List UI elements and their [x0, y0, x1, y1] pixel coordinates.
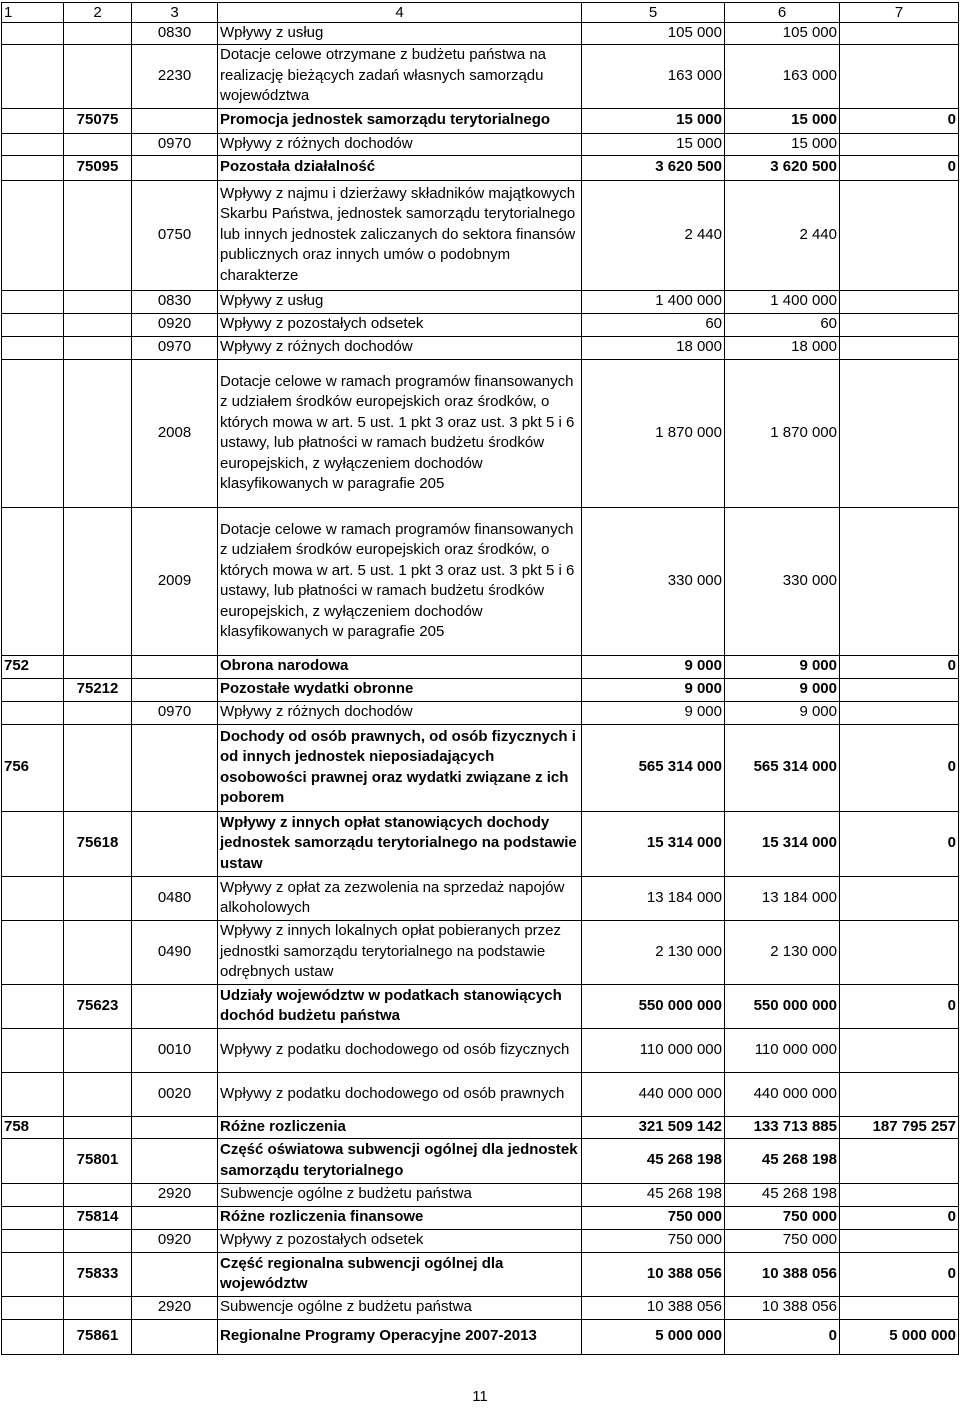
cell-rozdzial [64, 313, 132, 336]
cell-nazwa: Wpływy z podatku dochodowego od osób fizycznych [218, 1028, 582, 1072]
cell-kwota-5: 330 000 [582, 507, 725, 655]
cell-kwota-5: 750 000 [582, 1206, 725, 1229]
cell-kwota-6: 330 000 [725, 507, 840, 655]
cell-nazwa: Wpływy z pozostałych odsetek [218, 1229, 582, 1252]
cell-paragraf [132, 1319, 218, 1354]
cell-rozdzial: 75833 [64, 1252, 132, 1296]
cell-kwota-6: 45 268 198 [725, 1183, 840, 1206]
cell-nazwa: Dotacje celowe w ramach programów finansowanych z udziałem środków europejskich oraz środków, o których mowa w art. 5 ust. 1 pkt 3 oraz ust. 3 pkt 5 i 6 ustawy, lub płatności w ramach budżetu środków europejskich, z wyłączeniem dochodów klasyfikowanych w paragrafie 205 [218, 507, 582, 655]
cell-kwota-7 [840, 23, 959, 45]
cell-kwota-6: 0 [725, 1319, 840, 1354]
table-row [2, 290, 959, 313]
cell-paragraf: 0970 [132, 336, 218, 359]
cell-rozdzial [64, 724, 132, 811]
cell-kwota-6: 3 620 500 [725, 155, 840, 180]
cell-rozdzial [64, 1183, 132, 1206]
cell-dzial [2, 155, 64, 180]
cell-dzial [2, 23, 64, 45]
cell-kwota-7 [840, 313, 959, 336]
cell-rozdzial: 75801 [64, 1138, 132, 1183]
cell-kwota-7: 5 000 000 [840, 1319, 959, 1354]
cell-kwota-5: 15 000 [582, 133, 725, 155]
cell-kwota-7 [840, 1229, 959, 1252]
cell-rozdzial: 75095 [64, 155, 132, 180]
cell-kwota-6: 133 713 885 [725, 1116, 840, 1138]
cell-kwota-6: 10 388 056 [725, 1252, 840, 1296]
cell-kwota-5: 9 000 [582, 655, 725, 678]
table-row [2, 23, 959, 45]
cell-kwota-6: 9 000 [725, 655, 840, 678]
cell-dzial [2, 1183, 64, 1206]
cell-kwota-6: 550 000 000 [725, 984, 840, 1028]
cell-kwota-7 [840, 290, 959, 313]
table-row [2, 359, 959, 507]
table-row [2, 44, 959, 108]
cell-paragraf: 0490 [132, 920, 218, 984]
cell-nazwa: Różne rozliczenia finansowe [218, 1206, 582, 1229]
table-row [2, 1296, 959, 1319]
cell-rozdzial [64, 1229, 132, 1252]
cell-paragraf: 0010 [132, 1028, 218, 1072]
cell-dzial [2, 359, 64, 507]
cell-kwota-5: 3 620 500 [582, 155, 725, 180]
cell-kwota-5: 45 268 198 [582, 1183, 725, 1206]
cell-kwota-6: 750 000 [725, 1206, 840, 1229]
cell-kwota-6: 163 000 [725, 44, 840, 108]
cell-kwota-7 [840, 336, 959, 359]
cell-kwota-5: 60 [582, 313, 725, 336]
table-row [2, 1028, 959, 1072]
cell-dzial [2, 701, 64, 724]
cell-nazwa: Wpływy z opłat za zezwolenia na sprzedaż napojów alkoholowych [218, 876, 582, 920]
cell-kwota-7 [840, 44, 959, 108]
cell-dzial [2, 1319, 64, 1354]
cell-nazwa: Dotacje celowe w ramach programów finansowanych z udziałem środków europejskich oraz środków, o których mowa w art. 5 ust. 1 pkt 3 oraz ust. 3 pkt 5 i 6 ustawy, lub płatności w ramach budżetu środków europejskich, z wyłączeniem dochodów klasyfikowanych w paragrafie 205 [218, 359, 582, 507]
table-row [2, 701, 959, 724]
cell-kwota-6: 110 000 000 [725, 1028, 840, 1072]
cell-kwota-5: 18 000 [582, 336, 725, 359]
cell-kwota-7: 0 [840, 155, 959, 180]
cell-nazwa: Różne rozliczenia [218, 1116, 582, 1138]
cell-kwota-5: 15 000 [582, 108, 725, 133]
cell-kwota-7: 0 [840, 811, 959, 876]
cell-kwota-5: 1 400 000 [582, 290, 725, 313]
table-row [2, 1206, 959, 1229]
cell-rozdzial: 75861 [64, 1319, 132, 1354]
cell-paragraf: 0830 [132, 290, 218, 313]
cell-dzial: 758 [2, 1116, 64, 1138]
cell-kwota-5: 13 184 000 [582, 876, 725, 920]
cell-dzial [2, 678, 64, 701]
cell-rozdzial [64, 1116, 132, 1138]
cell-kwota-7: 0 [840, 984, 959, 1028]
cell-nazwa: Wpływy z podatku dochodowego od osób prawnych [218, 1072, 582, 1116]
cell-paragraf [132, 1252, 218, 1296]
table-row [2, 133, 959, 155]
cell-dzial [2, 811, 64, 876]
cell-kwota-5: 2 440 [582, 180, 725, 290]
cell-kwota-5: 9 000 [582, 678, 725, 701]
cell-kwota-6: 1 870 000 [725, 359, 840, 507]
cell-kwota-7 [840, 701, 959, 724]
cell-kwota-7 [840, 507, 959, 655]
cell-kwota-5: 9 000 [582, 701, 725, 724]
cell-paragraf [132, 155, 218, 180]
cell-kwota-6: 45 268 198 [725, 1138, 840, 1183]
table-row [2, 336, 959, 359]
page-number: 11 [472, 1388, 488, 1405]
cell-rozdzial: 75075 [64, 108, 132, 133]
cell-nazwa: Obrona narodowa [218, 655, 582, 678]
cell-kwota-7 [840, 678, 959, 701]
cell-nazwa: Wpływy z różnych dochodów [218, 336, 582, 359]
cell-rozdzial [64, 1072, 132, 1116]
column-number-1: 1 [2, 3, 64, 23]
cell-dzial [2, 876, 64, 920]
cell-nazwa: Wpływy z innych lokalnych opłat pobieranych przez jednostki samorządu terytorialnego na podstawie odrębnych ustaw [218, 920, 582, 984]
table-row [2, 155, 959, 180]
cell-kwota-5: 5 000 000 [582, 1319, 725, 1354]
cell-paragraf: 2009 [132, 507, 218, 655]
cell-nazwa: Wpływy z pozostałych odsetek [218, 313, 582, 336]
cell-paragraf: 0920 [132, 313, 218, 336]
table-row [2, 1319, 959, 1354]
cell-kwota-5: 163 000 [582, 44, 725, 108]
cell-rozdzial [64, 655, 132, 678]
cell-paragraf: 2920 [132, 1183, 218, 1206]
cell-dzial [2, 507, 64, 655]
cell-nazwa: Pozostała działalność [218, 155, 582, 180]
cell-kwota-6: 440 000 000 [725, 1072, 840, 1116]
cell-paragraf [132, 1138, 218, 1183]
cell-rozdzial [64, 920, 132, 984]
table-row [2, 811, 959, 876]
cell-nazwa: Wpływy z różnych dochodów [218, 133, 582, 155]
cell-nazwa: Subwencje ogólne z budżetu państwa [218, 1296, 582, 1319]
cell-paragraf [132, 655, 218, 678]
table-row [2, 984, 959, 1028]
cell-nazwa: Pozostałe wydatki obronne [218, 678, 582, 701]
cell-kwota-6: 13 184 000 [725, 876, 840, 920]
cell-kwota-5: 321 509 142 [582, 1116, 725, 1138]
cell-dzial [2, 1252, 64, 1296]
budget-table [1, 2, 959, 1355]
table-row [2, 655, 959, 678]
cell-kwota-7 [840, 133, 959, 155]
cell-nazwa: Wpływy z usług [218, 290, 582, 313]
cell-kwota-6: 15 314 000 [725, 811, 840, 876]
cell-paragraf: 0750 [132, 180, 218, 290]
column-number-3: 3 [132, 3, 218, 23]
cell-nazwa: Wpływy z usług [218, 23, 582, 45]
cell-dzial [2, 108, 64, 133]
cell-dzial [2, 920, 64, 984]
cell-kwota-5: 45 268 198 [582, 1138, 725, 1183]
cell-kwota-6: 2 440 [725, 180, 840, 290]
table-row [2, 876, 959, 920]
cell-nazwa: Część regionalna subwencji ogólnej dla województw [218, 1252, 582, 1296]
cell-nazwa: Regionalne Programy Operacyjne 2007-2013 [218, 1319, 582, 1354]
table-row [2, 1183, 959, 1206]
cell-paragraf: 0920 [132, 1229, 218, 1252]
cell-kwota-5: 1 870 000 [582, 359, 725, 507]
cell-kwota-7 [840, 1028, 959, 1072]
cell-kwota-7 [840, 1296, 959, 1319]
cell-dzial [2, 1229, 64, 1252]
cell-paragraf: 0020 [132, 1072, 218, 1116]
cell-kwota-7: 0 [840, 655, 959, 678]
cell-paragraf: 2920 [132, 1296, 218, 1319]
cell-dzial [2, 180, 64, 290]
cell-nazwa: Część oświatowa subwencji ogólnej dla jednostek samorządu terytorialnego [218, 1138, 582, 1183]
cell-rozdzial: 75623 [64, 984, 132, 1028]
cell-kwota-7 [840, 180, 959, 290]
cell-nazwa: Wpływy z innych opłat stanowiących dochody jednostek samorządu terytorialnego na podstawie ustaw [218, 811, 582, 876]
cell-kwota-7 [840, 1183, 959, 1206]
cell-kwota-5: 2 130 000 [582, 920, 725, 984]
cell-nazwa: Subwencje ogólne z budżetu państwa [218, 1183, 582, 1206]
table-row [2, 108, 959, 133]
cell-kwota-6: 9 000 [725, 701, 840, 724]
cell-paragraf: 2008 [132, 359, 218, 507]
cell-paragraf [132, 1116, 218, 1138]
cell-dzial [2, 290, 64, 313]
cell-rozdzial [64, 23, 132, 45]
cell-rozdzial [64, 44, 132, 108]
cell-kwota-5: 110 000 000 [582, 1028, 725, 1072]
cell-kwota-7 [840, 1072, 959, 1116]
cell-kwota-7 [840, 920, 959, 984]
cell-rozdzial [64, 180, 132, 290]
cell-kwota-6: 750 000 [725, 1229, 840, 1252]
cell-rozdzial [64, 1296, 132, 1319]
cell-kwota-7: 0 [840, 108, 959, 133]
cell-paragraf [132, 678, 218, 701]
cell-rozdzial [64, 876, 132, 920]
cell-paragraf: 2230 [132, 44, 218, 108]
cell-paragraf: 0830 [132, 23, 218, 45]
table-row [2, 724, 959, 811]
cell-kwota-5: 440 000 000 [582, 1072, 725, 1116]
table-row [2, 1138, 959, 1183]
cell-dzial [2, 336, 64, 359]
cell-kwota-5: 565 314 000 [582, 724, 725, 811]
cell-kwota-6: 1 400 000 [725, 290, 840, 313]
column-number-7: 7 [840, 3, 959, 23]
table-row [2, 507, 959, 655]
cell-dzial: 756 [2, 724, 64, 811]
table-row [2, 1116, 959, 1138]
cell-kwota-6: 15 000 [725, 108, 840, 133]
cell-dzial [2, 133, 64, 155]
cell-rozdzial [64, 133, 132, 155]
cell-kwota-6: 9 000 [725, 678, 840, 701]
cell-dzial [2, 1296, 64, 1319]
cell-dzial [2, 44, 64, 108]
cell-kwota-6: 60 [725, 313, 840, 336]
cell-paragraf: 0970 [132, 133, 218, 155]
cell-paragraf [132, 108, 218, 133]
cell-rozdzial [64, 1028, 132, 1072]
cell-nazwa: Wpływy z najmu i dzierżawy składników majątkowych Skarbu Państwa, jednostek samorządu terytorialnego lub innych jednostek zaliczanych do sektora finansów publicznych oraz innych umów o podobnym charakterze [218, 180, 582, 290]
cell-kwota-6: 15 000 [725, 133, 840, 155]
cell-kwota-5: 750 000 [582, 1229, 725, 1252]
table-row [2, 1229, 959, 1252]
column-number-4: 4 [218, 3, 582, 23]
cell-kwota-7: 0 [840, 1252, 959, 1296]
column-number-2: 2 [64, 3, 132, 23]
cell-rozdzial: 75814 [64, 1206, 132, 1229]
cell-paragraf [132, 811, 218, 876]
cell-kwota-6: 10 388 056 [725, 1296, 840, 1319]
cell-dzial [2, 984, 64, 1028]
cell-paragraf: 0480 [132, 876, 218, 920]
table-row [2, 180, 959, 290]
cell-rozdzial [64, 359, 132, 507]
cell-kwota-5: 15 314 000 [582, 811, 725, 876]
table-row [2, 920, 959, 984]
cell-kwota-7: 0 [840, 1206, 959, 1229]
cell-kwota-7 [840, 1138, 959, 1183]
table-row [2, 313, 959, 336]
cell-nazwa: Udziały województw w podatkach stanowiących dochód budżetu państwa [218, 984, 582, 1028]
cell-dzial [2, 1072, 64, 1116]
cell-dzial: 752 [2, 655, 64, 678]
cell-kwota-6: 105 000 [725, 23, 840, 45]
cell-kwota-7 [840, 876, 959, 920]
cell-kwota-6: 2 130 000 [725, 920, 840, 984]
cell-kwota-5: 10 388 056 [582, 1252, 725, 1296]
cell-kwota-6: 565 314 000 [725, 724, 840, 811]
cell-kwota-5: 10 388 056 [582, 1296, 725, 1319]
cell-dzial [2, 1138, 64, 1183]
table-header-row [2, 3, 959, 23]
cell-nazwa: Dochody od osób prawnych, od osób fizycznych i od innych jednostek nieposiadających osobowości prawnej oraz wydatki związane z ich poborem [218, 724, 582, 811]
cell-kwota-7: 187 795 257 [840, 1116, 959, 1138]
cell-nazwa: Promocja jednostek samorządu terytorialnego [218, 108, 582, 133]
cell-rozdzial [64, 336, 132, 359]
cell-kwota-6: 18 000 [725, 336, 840, 359]
cell-dzial [2, 1206, 64, 1229]
cell-dzial [2, 1028, 64, 1072]
cell-kwota-7: 0 [840, 724, 959, 811]
cell-paragraf [132, 724, 218, 811]
cell-kwota-5: 550 000 000 [582, 984, 725, 1028]
cell-nazwa: Dotacje celowe otrzymane z budżetu państwa na realizację bieżących zadań własnych samorządu województwa [218, 44, 582, 108]
cell-paragraf [132, 1206, 218, 1229]
cell-rozdzial [64, 507, 132, 655]
cell-paragraf: 0970 [132, 701, 218, 724]
cell-rozdzial: 75618 [64, 811, 132, 876]
table-row [2, 1072, 959, 1116]
column-number-5: 5 [582, 3, 725, 23]
table-row [2, 678, 959, 701]
column-number-6: 6 [725, 3, 840, 23]
cell-nazwa: Wpływy z różnych dochodów [218, 701, 582, 724]
cell-kwota-7 [840, 359, 959, 507]
cell-paragraf [132, 984, 218, 1028]
cell-kwota-5: 105 000 [582, 23, 725, 45]
cell-rozdzial [64, 290, 132, 313]
cell-dzial [2, 313, 64, 336]
cell-rozdzial [64, 701, 132, 724]
table-row [2, 1252, 959, 1296]
cell-rozdzial: 75212 [64, 678, 132, 701]
